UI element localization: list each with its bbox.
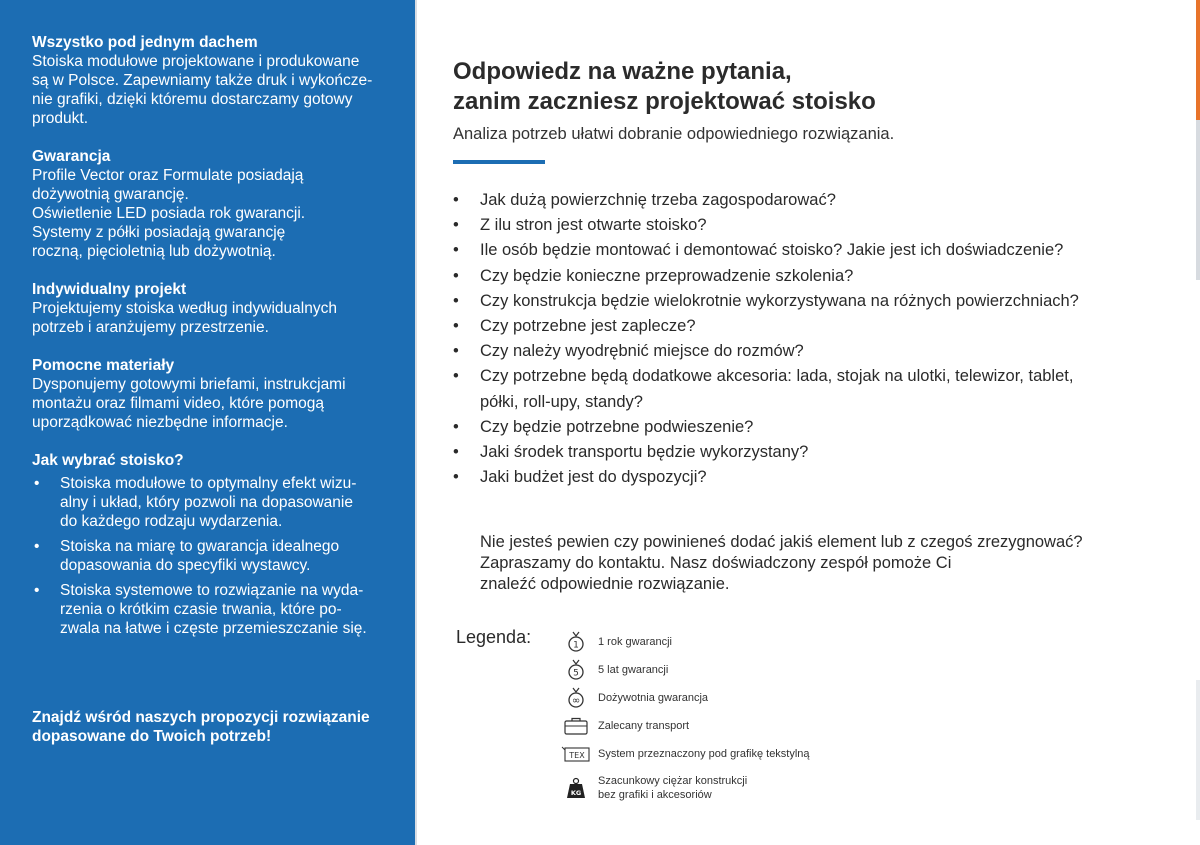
- legend-label: Dożywotnia gwarancja: [598, 692, 709, 704]
- medal-badge-text: ∞: [571, 695, 581, 707]
- question-item: • Jaki środek transportu będzie wykorzystany?: [453, 440, 1153, 465]
- legend-item: [560, 630, 672, 654]
- question-item: • Czy należy wyodrębnić miejsce do rozmów?: [453, 339, 1153, 364]
- question-item-continuation: [453, 390, 1153, 415]
- page-title: [453, 57, 1053, 117]
- list-item-line: dopasowania do specyfiki wystawcy.: [60, 557, 311, 574]
- cta-line: Znajdź wśród naszych propozycji rozwiązanie: [32, 709, 370, 726]
- medal-lifetime-icon: [560, 686, 592, 710]
- list-item-line: do każdego rodzaju wydarzenia.: [60, 513, 283, 530]
- section-heading: Jak wybrać stoisko?: [32, 452, 184, 469]
- section-how-to-choose: [32, 451, 390, 638]
- section-heading: Wszystko pod jednym dachem: [32, 34, 258, 51]
- weight-kg-icon: [560, 776, 592, 800]
- legend-item: [560, 742, 810, 766]
- question-item: • Jaki budżet jest do dyspozycji?: [453, 465, 1153, 490]
- question-item: • Czy konstrukcja będzie wielokrotnie wykorzystywana na różnych powierzchniach?: [453, 289, 1153, 314]
- title-line: zanim zaczniesz projektować stoisko: [453, 88, 876, 115]
- list-item-line: rzenia o krótkim czasie trwania, które po-: [60, 601, 342, 618]
- question-item: • Czy będzie potrzebne podwieszenie?: [453, 415, 1153, 440]
- medal-badge-text: 1: [573, 640, 579, 651]
- sidebar-cta: [32, 708, 402, 746]
- section-warranty: [32, 147, 390, 261]
- legend-label-line: bez grafiki i akcesoriów: [598, 789, 712, 801]
- weight-badge-text: KG: [570, 789, 582, 797]
- section-heading: Gwarancja: [32, 148, 111, 165]
- question-item: • Ile osób będzie montować i demontować stoisko? Jakie jest ich doświadczenie?: [453, 238, 1153, 263]
- suitcase-transport-icon: [560, 714, 592, 738]
- legend-label: 1 rok gwarancji: [598, 636, 672, 648]
- section-helpful-materials: [32, 356, 390, 432]
- question-item: • Jak dużą powierzchnię trzeba zagospodarować?: [453, 188, 1153, 213]
- sidebar-content: [32, 33, 390, 657]
- choose-list: [32, 474, 390, 638]
- medal-5-years-icon: [560, 658, 592, 682]
- list-item-line: • Stoiska systemowe to rozwiązanie na wyda-: [60, 582, 364, 599]
- legend-title: Legenda:: [456, 627, 532, 647]
- textile-system-icon: [560, 742, 592, 766]
- contact-paragraph: [480, 532, 1160, 595]
- edge-color-strip: [1196, 0, 1200, 120]
- section-line: Profile Vector oraz Formulate posiadają: [32, 167, 304, 184]
- cta-line: dopasowane do Twoich potrzeb!: [32, 728, 272, 745]
- list-item: [32, 581, 390, 638]
- list-item-line: zwala na łatwe i częste przemieszczanie się.: [60, 620, 367, 637]
- question-item: • Z ilu stron jest otwarte stoisko?: [453, 213, 1153, 238]
- legend-item: [560, 658, 668, 682]
- list-item-line: • Stoiska modułowe to optymalny efekt wizu-: [60, 475, 357, 492]
- list-item-line: alny i układ, który pozwoli na dopasowanie: [60, 494, 353, 511]
- edge-light-strip: [1196, 680, 1200, 820]
- section-line: są w Polsce. Zapewniamy także druk i wykończe-: [32, 72, 373, 89]
- section-line: Dysponujemy gotowymi briefami, instrukcjami: [32, 376, 346, 393]
- page-subtitle: Analiza potrzeb ułatwi dobranie odpowiedniego rozwiązania.: [453, 125, 895, 143]
- legend-label: System przeznaczony pod grafikę tekstylną: [598, 748, 810, 760]
- legend-item: [560, 714, 689, 738]
- legend-item: [560, 774, 747, 802]
- contact-line: znaleźć odpowiednie rozwiązanie.: [480, 575, 730, 593]
- list-item-line: • Stoiska na miarę to gwarancja idealnego: [60, 538, 340, 555]
- section-line: Systemy z półki posiadają gwarancję: [32, 224, 286, 241]
- section-line: uporządkować niezbędne informacje.: [32, 414, 288, 431]
- info-sidebar: [0, 0, 415, 845]
- contact-line: Nie jesteś pewien czy powinieneś dodać jakiś element lub z czegoś zrezygnować?: [480, 533, 1083, 551]
- section-line: Projektujemy stoiska według indywidualnych: [32, 300, 337, 317]
- legend-label: Zalecany transport: [598, 720, 690, 732]
- legend-label-line: Szacunkowy ciężar konstrukcji: [598, 775, 748, 787]
- edge-grey-strip: [1196, 120, 1200, 280]
- section-heading: Pomocne materiały: [32, 357, 175, 374]
- section-line: Oświetlenie LED posiada rok gwarancji.: [32, 205, 306, 222]
- section-line: roczną, pięcioletnią lub dożywotnią.: [32, 243, 276, 260]
- page-gutter: [415, 0, 417, 845]
- section-line: montażu oraz filmami video, które pomogą: [32, 395, 325, 412]
- questions-list: [453, 188, 1153, 490]
- legend-label: [598, 774, 747, 802]
- title-line: Odpowiedz na ważne pytania,: [453, 58, 792, 85]
- section-all-in-one: [32, 33, 390, 128]
- question-item: • Czy potrzebne jest zaplecze?: [453, 314, 1153, 339]
- section-line: potrzeb i aranżujemy przestrzenie.: [32, 319, 269, 336]
- section-heading: Indywidualny projekt: [32, 281, 187, 298]
- section-line: nie grafiki, dzięki któremu dostarczamy gotowy: [32, 91, 353, 108]
- legend-item: [560, 686, 708, 710]
- question-continuation-text: półki, roll-upy, standy?: [480, 392, 643, 411]
- medal-1-year-icon: [560, 630, 592, 654]
- question-item: • Czy potrzebne będą dodatkowe akcesoria: lada, stojak na ulotki, telewizor, tablet,: [453, 364, 1153, 389]
- textile-badge-text: TEX: [569, 751, 585, 760]
- legend-label: 5 lat gwarancji: [598, 664, 669, 676]
- medal-badge-text: 5: [573, 668, 579, 679]
- section-custom-project: [32, 280, 390, 337]
- contact-line: Zapraszamy do kontaktu. Nasz doświadczony zespół pomoże Ci: [480, 554, 952, 572]
- section-line: produkt.: [32, 110, 89, 127]
- list-item: [32, 474, 390, 531]
- question-item: • Czy będzie konieczne przeprowadzenie szkolenia?: [453, 264, 1153, 289]
- accent-divider: [453, 160, 545, 164]
- section-line: dożywotnią gwarancję.: [32, 186, 189, 203]
- list-item: [32, 537, 390, 575]
- section-line: Stoiska modułowe projektowane i produkowane: [32, 53, 360, 70]
